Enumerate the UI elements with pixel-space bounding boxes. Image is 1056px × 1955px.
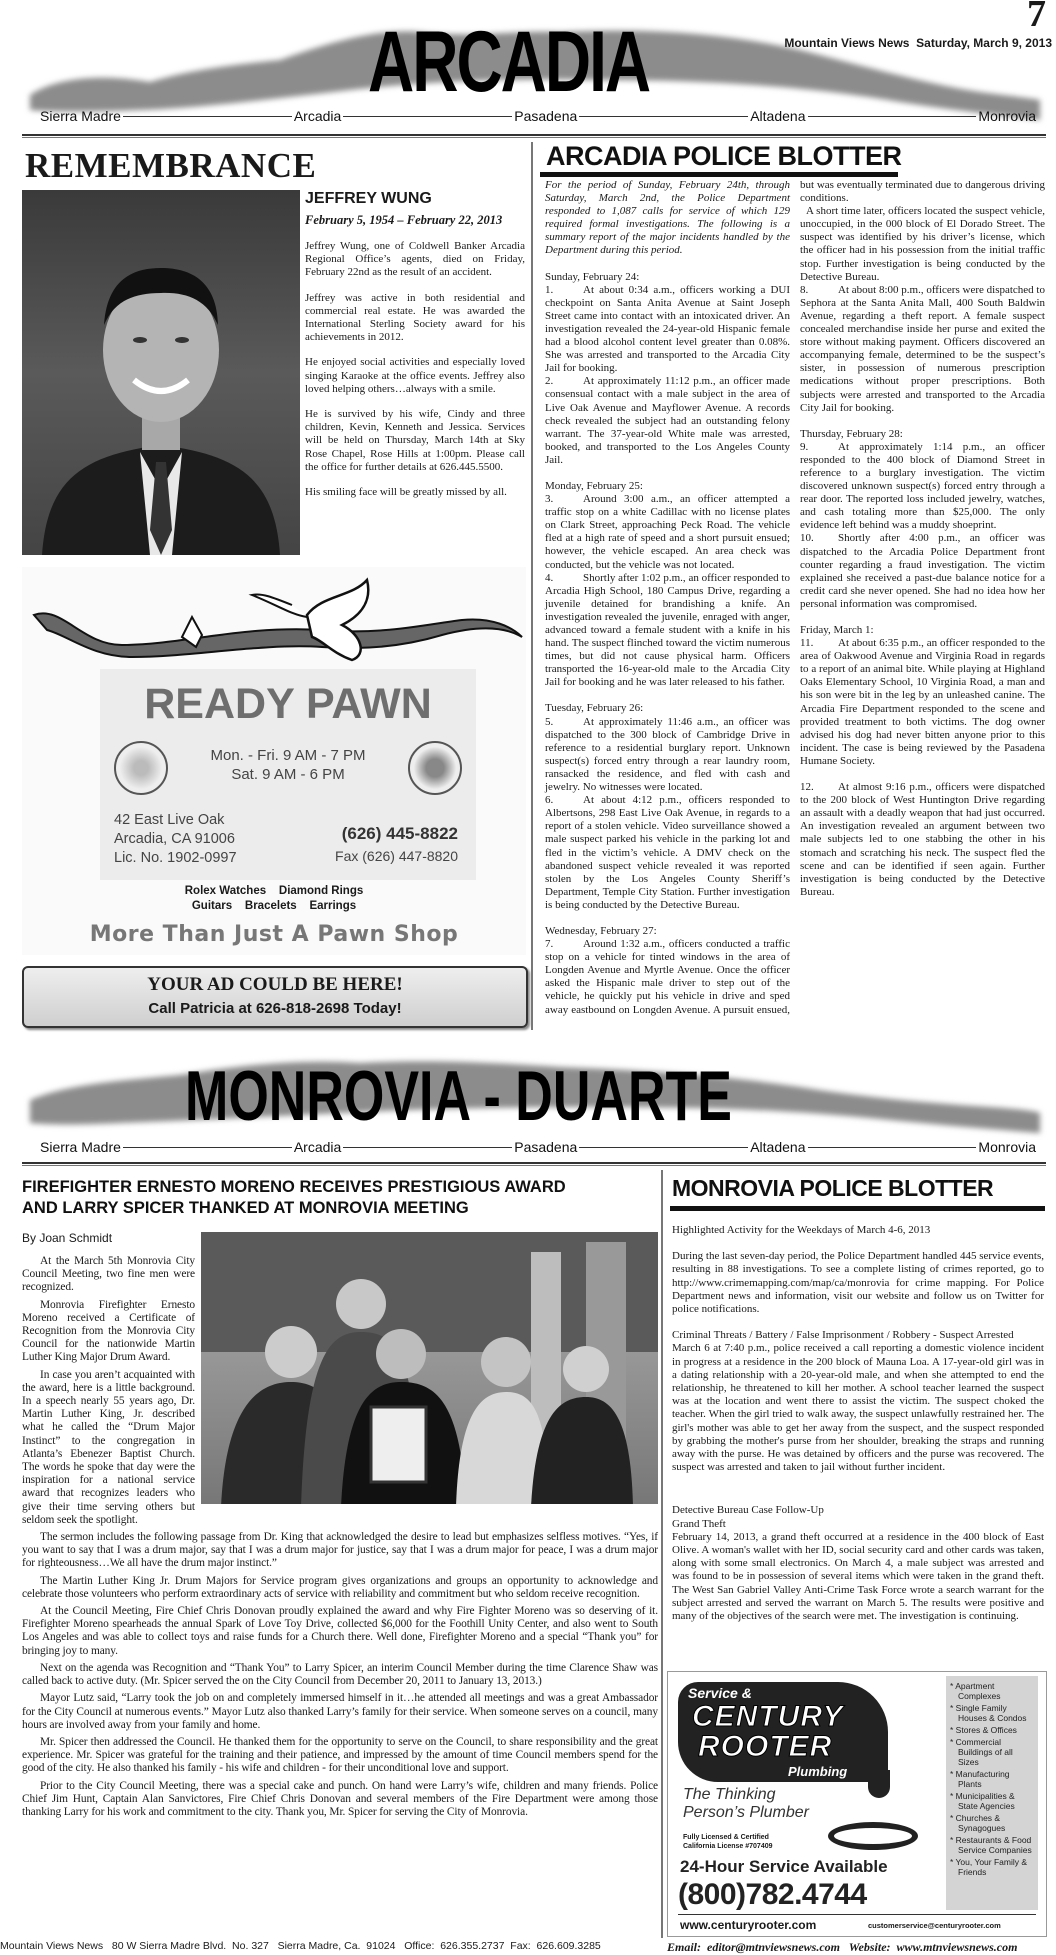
blotter-day-heading: Monday, February 25: <box>545 479 643 492</box>
blotter-day-heading: Sunday, February 24: <box>545 270 640 283</box>
entry-number: 1. <box>545 283 554 296</box>
pawn-items-line1: Rolex Watches Diamond Rings <box>184 885 364 897</box>
pawn-hours-saturday: Sat. 9 AM - 6 PM <box>231 766 345 783</box>
article-paragraph: Mr. Spicer then addressed the Council. He thanked them for the opportunity to serve on the Council, to share responsibility and the great experience. Mr. Spicer was grateful for the training and their patience, and impressed by the amount of time Council members spend for the good of the city. He also thanked his family - his wife and children - for their unconditional love and support. <box>22 1735 658 1775</box>
blotter-entry <box>545 375 790 467</box>
rooter-service: 24-Hour Service Available <box>680 1857 888 1876</box>
blotter-entry <box>800 441 1045 533</box>
article-byline: By Joan Schmidt <box>22 1231 113 1245</box>
blotter-entry <box>545 572 790 690</box>
article-paragraph: In case you aren’t acquainted with the award, here is a little background. In a speech nearly 55 years ago, Dr. Martin Luther King, Jr. described what he called the “Drum Major Instinct” to the congregation in Atlanta’s Ebenezer Baptist Church. The words he spoke that day were the inspiration for a national service award that recognizes leaders who give their time serving others but seldom seek the spotlight. <box>22 1368 195 1526</box>
column-divider <box>661 1170 663 1938</box>
entry-text: At approximately 1:14 p.m., an officer responded to the 400 block of Diamond Street in reference to a burglary investigation. The victim discovered unknown suspect(s) forced entry through a rear door. The reported loss included jewelry, watches, and cash totaling more than $25,000. The only evidence left behind was a muddy shoeprint. <box>800 440 1045 532</box>
monrovia-blotter-title: MONROVIA POLICE BLOTTER <box>672 1175 994 1201</box>
entry-number: 11. <box>800 637 814 650</box>
entry-number: 8. <box>800 283 809 296</box>
pawn-card <box>100 669 476 880</box>
rooter-brand-line2: ROOTER <box>698 1730 833 1763</box>
entry-text: Shortly after 4:00 p.m., an officer was dispatched to the Arcadia Police Department front counter regarding a fraud investigation. The victim explained she received a past-due balance notice for a credit card she never opened. She had no idea how her personal information was compromised. <box>800 532 1045 610</box>
rooter-tag: Service & <box>688 1685 752 1701</box>
blotter-paragraph: February 14, 2013, a grand theft occurred at a residence in the 400 block of East Olive. A woman's wallet with her ID, social security card and other cards was taken, along with some small electronics. On March 4, a male subject was arrested and was found to be in possession of several items which were taken in the grand theft. The West San Gabriel Valley Anti-Crime Task Force wrote a search warrant for the subject arrested and served the warrant on March 5. The results were positive and many of the objectives of the search were met. The investigation is continuing. <box>672 1530 1044 1623</box>
article-paragraph: At the March 5th Monrovia City Council Meeting, two fine men were recognized. <box>22 1255 195 1294</box>
pawn-items-line2: Guitars Bracelets Earrings <box>191 900 357 912</box>
ready-pawn-ad[interactable] <box>22 567 526 955</box>
obituary-dates: February 5, 1954 – February 22, 2013 <box>305 213 503 227</box>
rooter-rule <box>678 1914 1036 1915</box>
footer-address: Mountain Views News 80 W Sierra Madre Blvd. No. 327 Sierra Madre, Ca. 91024 Office: 626.355.2737 Fax: 626.609.3285 <box>0 1940 601 1952</box>
headline-line2: AND LARRY SPICER THANKED AT MONROVIA MEETING <box>22 1199 469 1217</box>
footer-contact: Email: editor@mtnviewsnews.com Website: www.mtnviewsnews.com <box>667 1940 1018 1954</box>
pawn-name: READY PAWN <box>144 680 432 728</box>
blotter-entry <box>545 716 790 795</box>
rooter-slogan <box>683 1786 809 1822</box>
service-item: * Single Family Houses & Condos <box>950 1703 1027 1723</box>
portrait-silhouette-icon <box>22 190 300 555</box>
blotter-entry <box>545 794 790 912</box>
town-sierra-madre: Sierra Madre <box>40 1139 121 1155</box>
remembrance-title: REMEMBRANCE <box>25 146 317 185</box>
blotter-paragraph: Grand Theft <box>672 1517 726 1530</box>
section-title-monrovia-duarte: MONROVIA - DUARTE <box>185 1057 732 1137</box>
arcadia-blotter-title: ARCADIA POLICE BLOTTER <box>546 141 902 171</box>
entry-number: 9. <box>800 440 809 453</box>
section-title-arcadia: ARCADIA <box>368 12 650 110</box>
town-altadena: Altadena <box>750 1139 806 1155</box>
pawn-address-line2: Arcadia, CA 91006 <box>114 831 235 847</box>
entry-text: At about 4:12 p.m., officers responded to Albertsons, 298 East Live Oak Avenue, in regards to a report of a stolen vehicle. Video surveillance showed a male suspect parked his vehicle in the parking lot and fled in the victim’s vehicle. A DMV check on the abandoned suspect vehicle revealed it was reported stolen by the Los Angeles County Sheriff’s Department, Temple City Station. Further investigation is being conducted by the Detective Bureau. <box>545 794 790 911</box>
article-paragraph: Next on the agenda was Recognition and “Thank You” to Larry Spicer, an interim Council Member during the time Clarence Shaw was called back to active duty. (Mr. Spicer served the on the City Council from December 20, 2011 to January 13, 2013.) <box>22 1661 658 1688</box>
pawn-hours-weekday: Mon. - Fri. 9 AM - 7 PM <box>210 747 366 764</box>
blotter-entry <box>545 493 790 572</box>
entry-number: 5. <box>545 715 554 728</box>
arcadia-blotter-body <box>545 179 1045 1035</box>
town-pasadena: Pasadena <box>514 108 578 124</box>
century-rooter-ad[interactable] <box>667 1671 1047 1937</box>
entry-number: 12. <box>800 781 814 794</box>
article-headline <box>22 1177 662 1219</box>
entry-text: At about 6:35 p.m., an officer responded to the area of Oakwood Avenue and Virginia Road in regards to a report of an animal bite. While playing at Highland Oaks Elementary School, 10 Virginia Road, a man and his son were bit in the leg by an unleashed canine. The Arcadia Fire Department responded to the scene and provided treatment to both victims. The dog owner advised his dog had never bitten anyone prior to this incident. The case is being reviewed by the Pasadena Humane Society. <box>800 637 1045 767</box>
rooter-brand-sub: Plumbing <box>788 1764 848 1779</box>
blotter-entry <box>800 781 1045 899</box>
header-rule <box>22 1162 1046 1166</box>
article-paragraph: The sermon includes the following passage from Dr. King that acknowledged the desire to lead but emphasizes selfless motives. “Yes, if you want to say that I was a drum major, say that I was a drum major for justice, say that I was a drum major for peace, I was a drum major for righteousness…We all have the drum major instinct.” <box>22 1531 658 1570</box>
obituary-paragraph: He enjoyed social activities and especially loved singing Karaoke at the office events. Jeffrey also loved helping others…always with a smile. <box>305 356 525 395</box>
rooter-email[interactable]: customerservice@centuryrooter.com <box>868 1921 1001 1930</box>
dove-ribbon-icon <box>22 575 526 665</box>
entry-text: Around 1:32 a.m., officers conducted a traffic stop on a vehicle for tinted windows in the area of Longden Avenue and Myrtle Avenue. Once the officer asked the Hispanic male driver to step out of the vehicle, he quickly put his vehicle in drive and sped away eastbound on Longden Avenue. A pursuit ensued, but was eventually terminated due to dangerous driving conditions. <box>545 179 1045 1016</box>
service-label: Stores & Offices <box>955 1725 1017 1735</box>
service-item: * Apartment Complexes <box>950 1681 1001 1701</box>
obituary <box>305 190 525 511</box>
town-sierra-madre: Sierra Madre <box>40 108 121 124</box>
rooter-license-line2: California License #707409 <box>683 1843 773 1850</box>
blotter-entry <box>800 532 1045 611</box>
entry-text: At approximately 11:46 a.m., an officer was dispatched to the 300 block of Cambridge Drive in reference to a residential burglary report. Unknown suspect(s) forced entry through a rear laundry room, ransacked the residence, and fled with cash and jewelry. No witnesses were located. <box>545 715 790 794</box>
blotter-intro: For the period of Sunday, February 24th, through Saturday, March 2nd, the Police Department responded to 1,087 calls for service of which 129 required formal investigations. The following is a summary report of the major incidents handled by the Department during this period. <box>545 179 790 257</box>
monrovia-blotter-body <box>672 1224 1044 1623</box>
service-label: Apartment Complexes <box>955 1681 1001 1701</box>
rooter-phone[interactable]: (800)782.4744 <box>678 1878 867 1911</box>
town-pasadena: Pasadena <box>514 1139 578 1155</box>
article-paragraph: The Martin Luther King Jr. Drum Majors for Service program gives organizations and groups an opportunity to acknowledge and celebrate those volunteers who perform extraordinary acts of service with reliability and commitment but who seldom receive recognition. <box>22 1574 658 1600</box>
blotter-paragraph: During the last seven-day period, the Police Department handled 445 service events, resulting in 88 investigations. To see a complete listing of crimes reported, go to http://www.crimemapping.com/map/ca/monrovia for crime mapping. For Police Department news and information, visit our website and follow us on Twitter for police notifications. <box>672 1250 1044 1316</box>
pawn-address-line1: 42 East Live Oak <box>114 812 225 828</box>
rooter-slogan-line1: The Thinking <box>683 1786 776 1803</box>
blotter-paragraph: March 6 at 7:40 p.m., police received a call reporting a domestic violence incident in progress at a residence in the 200 block of Mauna Loa. A 17-year-old girl was in a dating relationship with a 20-year-old male, and when she attempted to end the relationship, he threatened to kill her mother. A school teacher learned the suspect was at the location and went there to assist the victim. The suspect choked the teacher. When the girl tried to walk away, the suspect unlawfully restrained her. The girl's mother was able to get her away from the suspect, and the suspect responded by grabbing the mother's purse from her shoulder, breaking the straps and running away with the purse. He was detained by officers and the purse was recovered. The suspect was arrested and taken to jail without further incident. <box>672 1342 1044 1474</box>
service-label: Restaurants & Food Service Companies <box>955 1835 1032 1855</box>
entry-number: 3. <box>545 493 554 506</box>
entry-text: Shortly after 1:02 p.m., an officer responded to Arcadia High School, 180 Campus Drive, regarding a juvenile detained for brandishing a knife. An investigation revealed the juvenile, enraged with anger, advanced toward a female student with a knife in his hand. The suspect flinched toward the victim numerous times, but did not cause physical harm. Officers transported the 16-year-old male to the Arcadia City Jail for booking and he was later released to his father. <box>545 571 790 689</box>
town-arcadia: Arcadia <box>293 1139 342 1155</box>
entry-number: 4. <box>545 571 554 584</box>
article-paragraph: Mayor Lutz said, “Larry took the job on and completely immersed himself in it…he attended all meetings and was a great Ambassador for the City Council at numerous events.” Mayor Lutz also thanked Larry’s family for their service. When someone serves on a council, many hours are involved away from your family and home. <box>22 1692 658 1731</box>
rooter-license <box>683 1833 773 1851</box>
article-body <box>22 1255 658 1823</box>
rooter-website[interactable]: www.centuryrooter.com <box>680 1918 817 1932</box>
town-nav <box>40 108 1036 124</box>
blotter-day-heading: Tuesday, February 26: <box>545 702 644 715</box>
service-label: Churches & Synagogues <box>955 1813 1006 1833</box>
town-nav <box>40 1139 1036 1155</box>
headline-line1: FIREFIGHTER ERNESTO MORENO RECEIVES PRESTIGIOUS AWARD <box>22 1178 566 1196</box>
town-arcadia: Arcadia <box>293 108 342 124</box>
article-paragraph: Prior to the City Council Meeting, there was a special cake and punch. On hand were Larry’s wife, children and many friends. Police Chief Jim Hunt, Captain Alan Sanvictores, Fire Chief Chris Donovan and several members of the Fire Department were among those thanking Larry for his work and commitment to the city. Thank you, Mr. Spicer for serving the City of Monrovia. <box>22 1779 658 1818</box>
group-photo-figures-icon <box>201 1232 658 1504</box>
service-label: Commercial Buildings of all Sizes <box>955 1737 1013 1767</box>
blotter-entry <box>800 637 1045 768</box>
entry-number: 7. <box>545 938 554 951</box>
service-label: Single Family Houses & Condos <box>955 1703 1027 1723</box>
title-underline <box>670 1206 1045 1211</box>
drain-drop-icon <box>868 1770 890 1798</box>
blotter-paragraph: Highlighted Activity for the Weekdays of March 4-6, 2013 <box>672 1224 931 1236</box>
rooter-services-list <box>946 1676 1038 1910</box>
blotter-entry <box>800 205 1045 284</box>
title-underline <box>540 172 898 177</box>
service-item: * Manufacturing Plants <box>950 1769 1010 1789</box>
entry-text: At about 8:00 p.m., officers were dispatched to Sephora at the Santa Anita Mall, 400 South Baldwin Avenue, regarding a theft report. A female suspect concealed merchandise inside her purse and exited the store without making payment. Officers discovered an accompanying female, determined to be the suspect’s sister, in possession of numerous prescription medications without proper prescriptions. Both subjects were arrested and transported to the Arcadia City Jail for booking. <box>800 283 1045 414</box>
entry-text: At almost 9:16 p.m., officers were dispatched to the 200 block of West Huntington Drive regarding an assault with a deadly weapon that had just occurred. An investigation revealed an argument between two male subjects led to one stabbing the other in his stomach and scratching his neck. The suspect fled the scene and can be identified if seen again. Further investigation is being conducted by the Detective Bureau. <box>800 781 1045 898</box>
blotter-entry <box>545 284 790 376</box>
entry-number: 6. <box>545 794 554 807</box>
service-item: * Municipalities & State Agencies <box>950 1791 1015 1811</box>
service-item: * You, Your Family & Friends <box>950 1857 1028 1877</box>
obituary-paragraph: Jeffrey was active in both residential and commercial real estate. He was awarded the International Sterling Society award for his achievements in 2012. <box>305 291 525 344</box>
town-monrovia: Monrovia <box>978 108 1037 124</box>
obituary-paragraph: He is survived by his wife, Cindy and three children, Kevin, Kenneth and Jessica. Services will be held on Thursday, March 14th at Sky Rose Chapel, Rose Hills at 1:00pm. Please call the office for further details at 626.445.5500. <box>305 408 525 473</box>
ripple-icon <box>828 1822 918 1850</box>
rooter-brand-line1: CENTURY <box>692 1700 844 1733</box>
town-altadena: Altadena <box>750 108 806 124</box>
service-item: * Restaurants & Food Service Companies <box>950 1835 1032 1855</box>
service-item: * Commercial Buildings of all Sizes <box>950 1737 1013 1767</box>
page-number: 7 <box>1027 0 1046 35</box>
obituary-name: JEFFREY WUNG <box>305 190 432 207</box>
blotter-paragraph: Detective Bureau Case Follow-Up <box>672 1504 824 1517</box>
entry-text: At approximately 11:12 p.m., an officer made consensual contact with a male subject in the area of Live Oak Avenue and Mayflower Avenue. A records check revealed the subject had an outstanding felony warrant. The 37-year-old White male was arrested, booked, and transported to the Los Angeles County Jail. <box>545 375 790 466</box>
service-item: * Stores & Offices <box>950 1725 1017 1735</box>
obituary-photo <box>22 190 300 555</box>
blotter-entry <box>800 284 1045 415</box>
column-divider <box>531 142 533 1030</box>
article-paragraph: Monrovia Firefighter Ernesto Moreno received a Certificate of Recognition from the Monrovia City Council for the nationwide Martin Luther King Major Drum Award. <box>22 1298 195 1364</box>
blotter-day-heading: Thursday, February 28: <box>800 427 903 440</box>
entry-text: At about 0:34 a.m., officers working a DUI checkpoint on Santa Anita Avenue at Saint Joseph Street came into contact with an intoxicated driver. An investigation revealed the 24-year-old Hispanic female had a blood alcohol content level greater than 0.08%. She was arrested and transported to the Arcadia City Jail for booking. <box>545 283 790 375</box>
pawn-phone[interactable]: (626) 445-8822 <box>341 824 458 843</box>
entry-number: 2. <box>545 375 554 388</box>
town-monrovia: Monrovia <box>978 1139 1037 1155</box>
rooter-slogan-line2: Person’s Plumber <box>683 1804 809 1821</box>
service-label: You, Your Family & Friends <box>955 1857 1028 1877</box>
house-ad-subline: Call Patricia at 626-818-2698 Today! <box>148 1000 402 1017</box>
blotter-day-heading: Wednesday, February 27: <box>545 924 657 937</box>
entry-text: Around 3:00 a.m., an officer attempted a traffic stop on a white Cadillac with no license plates on Clark Street, approaching Peck Road. The vehicle fled at a high rate of speed and a short pursuit ensued; however, the vehicle escaped. An area check was conducted, but the vehicle was not located. <box>545 493 790 571</box>
rooter-license-line1: Fully Licensed & Certified <box>683 1834 769 1841</box>
obituary-paragraph: His smiling face will be greatly missed by all. <box>305 486 507 499</box>
entry-number: 10. <box>800 532 814 545</box>
house-ad-headline: YOUR AD COULD BE HERE! <box>147 974 403 995</box>
blotter-paragraph: Criminal Threats / Battery / False Imprisonment / Robbery - Suspect Arrested <box>672 1329 1014 1342</box>
service-label: Municipalities & State Agencies <box>955 1791 1015 1811</box>
blotter-day-heading: Friday, March 1: <box>800 624 874 636</box>
article-paragraph: At the Council Meeting, Fire Chief Chris Donovan proudly explained the award and why Fire Fighter Moreno was so deserving of it. Firefighter Moreno spearheads the annual Spark of Love Toy Drive, collected $6,000 for the Foothill Unity Center, and also went to South Los Angeles and was able to collect toys and raise funds for a Church there. Well done, Firefighter Moreno and a special “Thank you” for bringing joy to many. <box>22 1605 658 1657</box>
obituary-paragraph: Jeffrey Wung, one of Coldwell Banker Arcadia Regional Office’s agents, died on Friday, February 22nd as the result of an accident. <box>305 240 525 279</box>
house-ad-box[interactable] <box>22 966 528 1028</box>
header-rule <box>22 134 1046 138</box>
service-label: Manufacturing Plants <box>955 1769 1010 1789</box>
pawn-slogan: More Than Just A Pawn Shop <box>89 922 459 947</box>
pawn-fax: Fax (626) 447-8820 <box>335 848 458 864</box>
entry-text: A short time later, officers located the suspect vehicle, unoccupied, in the 000 block of El Dorado Street. The suspect was identified by his driver’s license, which the officer had in his possession from the initial traffic stop. Further investigation is being conducted by the Detective Bureau. <box>800 205 1045 283</box>
council-group-photo <box>201 1232 658 1504</box>
pawn-license: Lic. No. 1902-0997 <box>114 850 237 866</box>
masthead-date: Mountain Views News Saturday, March 9, 2013 <box>784 36 1052 50</box>
service-item: * Churches & Synagogues <box>950 1813 1006 1833</box>
pawn-address <box>114 811 237 868</box>
